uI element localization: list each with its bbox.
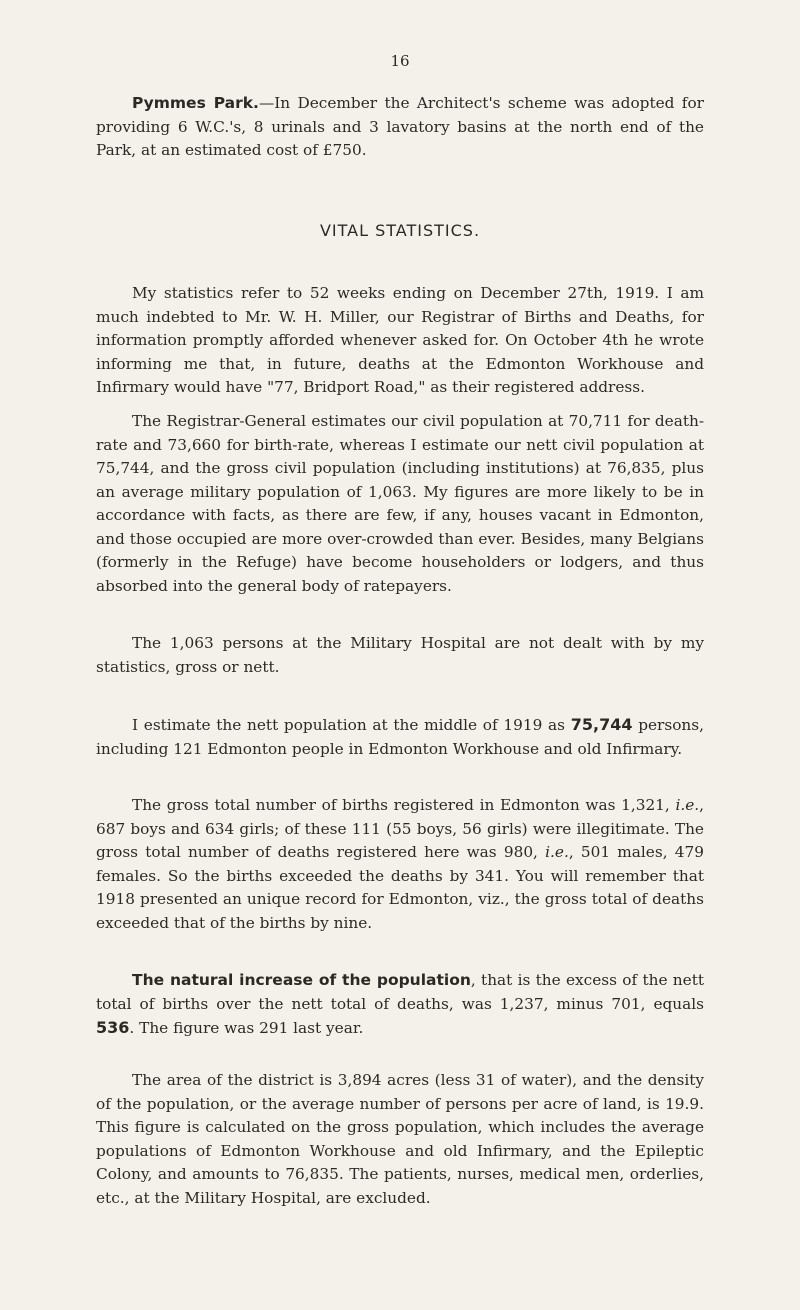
natural-increase-figure: 536 <box>96 1018 130 1037</box>
paragraph-military-hospital: The 1,063 persons at the Military Hospital are not dealt with by my statistics, gross or nett. <box>96 634 704 676</box>
births-text-c: , 501 males, 479 females. So the births exceeded the deaths by 341. You will remember that 1918 presented an unique record for Edmonton, viz., the gross total of deaths exceeded that of the births by nine. <box>96 843 704 932</box>
births-text-b: , 687 boys and 634 girls; of these 111 (55 boys, 56 girls) were illegitimate. The gross total number of deaths registered here was 980, <box>96 796 704 861</box>
births-ie-2: i.e. <box>545 843 569 861</box>
paragraph-population-estimates: The Registrar-General estimates our civil population at 70,711 for death-rate and 73,660 for birth-rate, whereas I estimate our nett civil population at 75,744, and the gross civil population (including institutions) at 76,835, plus an average military population of 1,063. My figures are more likely to be in accordance with facts, as there are few, if any, houses vacant in Edmonton, and those occupied are more over-crowded than ever. Besides, many Belgians (formerly in the Refuge) have become householders or lodgers, and thus absorbed into the general body of ratepayers. <box>96 412 704 595</box>
natural-increase-lead: The natural increase of the population <box>132 971 471 989</box>
births-ie-1: i.e. <box>675 796 700 814</box>
paragraph-lead-pymmes-park: Pymmes Park. <box>132 94 259 112</box>
paragraph-births-deaths <box>96 794 704 935</box>
section-heading-vital-statistics: VITAL STATISTICS. <box>319 221 481 240</box>
births-text-a: The gross total number of births registered in Edmonton was 1,321, <box>132 796 676 814</box>
paragraph-pymmes-park <box>96 92 704 163</box>
nett-population-figure: 75,744 <box>570 715 633 734</box>
natural-increase-text-after: . The figure was 291 last year. <box>129 1019 364 1037</box>
page-number: 16 <box>390 52 410 70</box>
paragraph-nett-population <box>96 713 704 761</box>
paragraph-statistics-period: My statistics refer to 52 weeks ending on December 27th, 1919. I am much indebted to Mr. W. H. Miller, our Registrar of Births and Deaths, for information promptly afforded whenever asked for. On October 4th he wrote informing me that, in future, deaths at the Edmonton Workhouse and Infirmary would have "77, Bridport Road," as their registered address. <box>96 284 704 396</box>
paragraph-area-density: The area of the district is 3,894 acres (less 31 of water), and the density of the population, or the average number of persons per acre of land, is 19.9. This figure is calculated on the gross population, which includes the average populations of Edmonton Workhouse and old Infirmary, and the Epileptic Colony, and amounts to 76,835. The patients, nurses, medical men, orderlies, etc., at the Military Hospital, are excluded. <box>96 1071 704 1207</box>
paragraph-natural-increase <box>96 969 704 1041</box>
nett-population-text-after: persons, including 121 Edmonton people in Edmonton Workhouse and old Infirmary. <box>96 716 704 758</box>
paragraph-text-pymmes-park: —In December the Architect's scheme was adopted for providing 6 W.C.'s, 8 urinals and 3 lavatory basins at the north end of the Park, at an estimated cost of £750. <box>96 94 704 159</box>
natural-increase-text: , that is the excess of the nett total of births over the nett total of deaths, was 1,237, minus 701, equals <box>96 971 704 1013</box>
nett-population-text-before: I estimate the nett population at the middle of 1919 as <box>132 716 571 734</box>
